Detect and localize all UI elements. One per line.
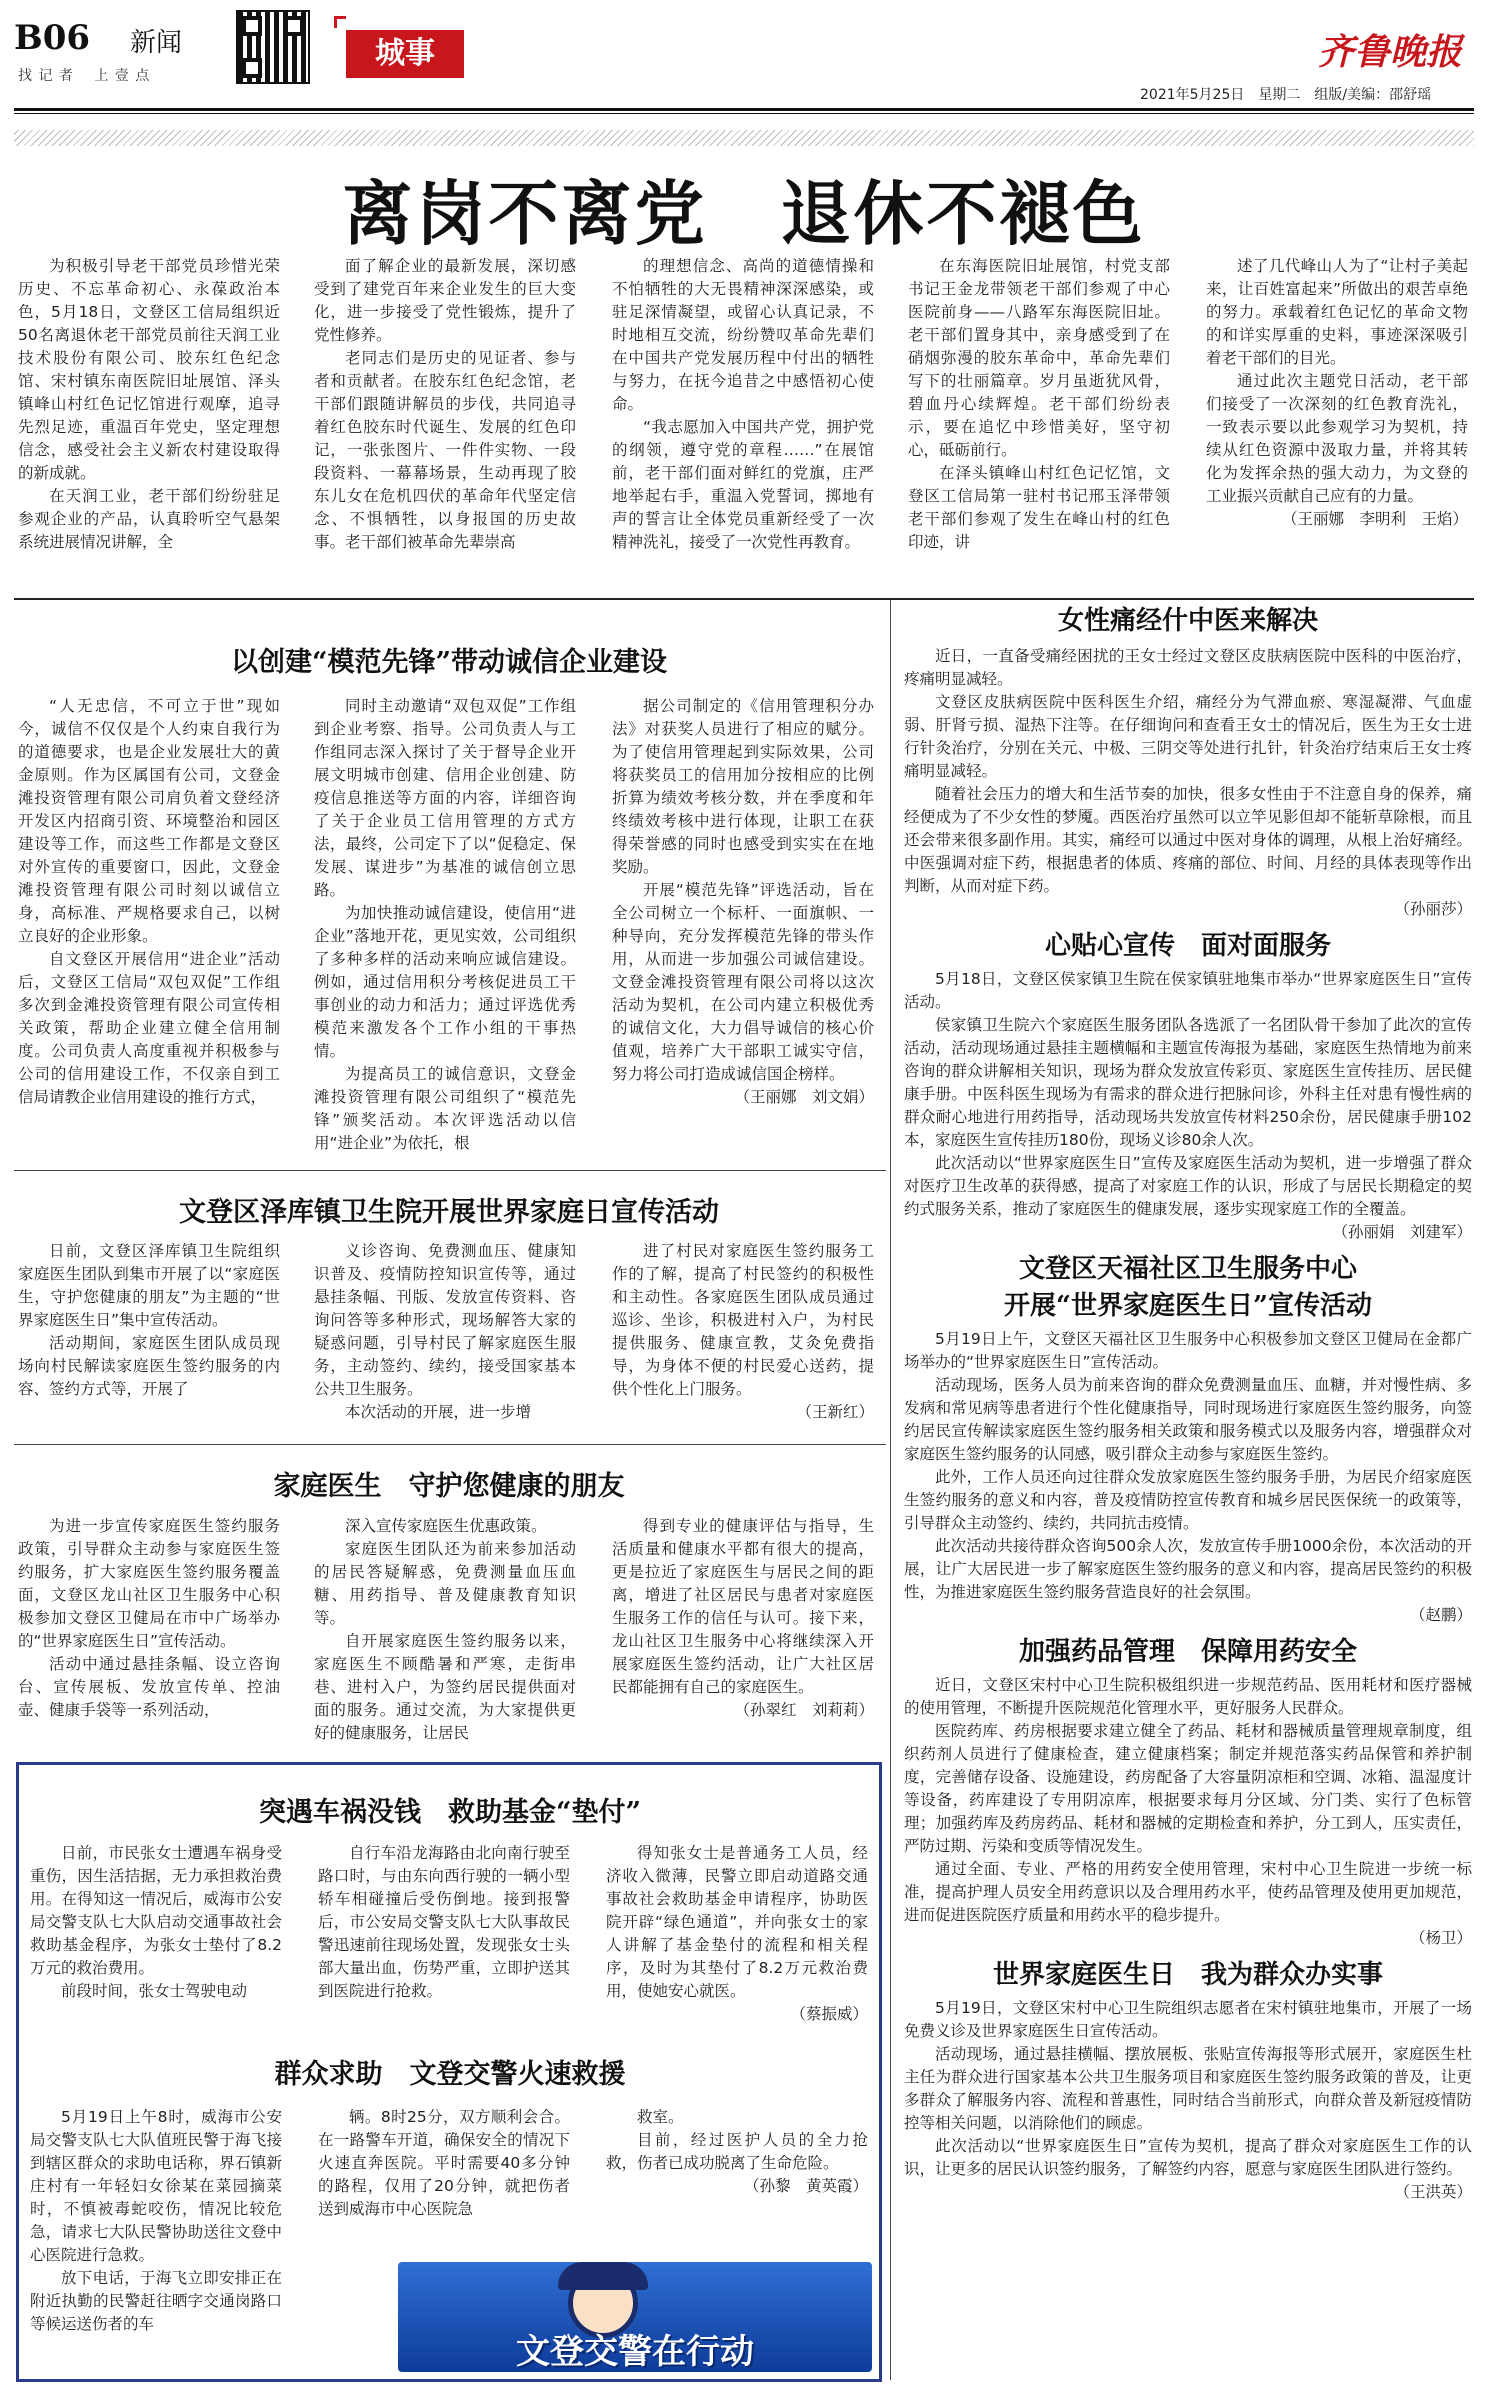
paragraph: 近日，一直备受痛经困扰的王女士经过文登区皮肤病医院中医科的中医治疗，疼痛明显减轻。 (904, 647, 1472, 688)
byline: （赵鹏） (1409, 1606, 1472, 1624)
paragraph: 救室。 (637, 2108, 684, 2126)
article-col (314, 1515, 576, 1745)
paragraph: 医院药库、药房根据要求建立健全了药品、耗材和器械质量管理规章制度，组织药剂人员进行了健康检查，建立健康档案；制定并规范落实药品保管和养护制度，完善储存设备、设施建设，药房配备了大容量阴凉柜和空调、冰箱、温湿度计等设备，药库建设了专用阴凉库，根据要求每月分区域、分门类、实行了色标管理；加强药库及药房药品、耗材和器械的定期检查和养护，分工到人，压实责任，严防过期、污染和变质等情况发生。 (904, 1722, 1472, 1855)
byline: （王丽娜 刘文娟） (734, 1088, 874, 1106)
article-col (612, 1515, 874, 1722)
article-col (18, 695, 280, 1109)
article-headline: 以创建“模范先锋”带动诚信企业建设 (230, 647, 668, 678)
lead-col-2 (314, 255, 576, 554)
paragraph: 义诊咨询、免费测血压、健康知识普及、疫情防控知识宣传等，通过悬挂条幅、刊版、发放宣传资料、咨询问答等多种形式，现场解答大家的疑惑问题，引导村民了解家庭医生服务，主动签约、续约，接受国家基本公共卫生服务。 (314, 1242, 576, 1398)
paragraph: 此次活动以“世界家庭医生日”宣传为契机，提高了群众对家庭医生工作的认识，让更多的居民认识签约服务，了解签约内容，愿意与家庭医生团队进行签约。 (904, 2137, 1472, 2178)
article-headline: 世界家庭医生日 我为群众办实事 (992, 1960, 1383, 1990)
vertical-divider (890, 600, 891, 2380)
paragraph: 随着社会压力的增大和生活节奏的加快，很多女性由于不注意自身的保养，痛经便成为了不少女性的梦魇。西医治疗虽然可以立竿见影但却不能斩草除根，而且还会带来很多副作用。其实，痛经可以通过中医对身体的调理，从根上治好痛经。中医强调对症下药，根据患者的体质、疼痛的部位、时间、月经的具体表现等作出判断，从而对症下药。 (904, 785, 1472, 895)
article-col (606, 1842, 868, 2026)
byline: （孙翠红 刘莉莉） (734, 1701, 874, 1719)
paragraph: 同时主动邀请“双包双促”工作组到企业考察、指导。公司负责人与工作组同志深入探讨了关于督导企业开展文明城市创建、信用企业创建、防疫信息推送等方面的内容，详细咨询了关于企业员工信用管理的方式方法，最终，公司定下了以“促稳定、保发展、谋进步”为基准的诚信创立思路。 (314, 697, 576, 899)
divider (14, 1444, 886, 1445)
slogan: 找 记 者 上 壹 点 (18, 68, 151, 84)
byline: （王洪英） (1394, 2183, 1472, 2201)
article-headline: 家庭医生 守护您健康的朋友 (273, 1471, 625, 1502)
paragraph: 老同志们是历史的见证者、参与者和贡献者。在胶东红色纪念馆，老干部们跟随讲解员的步伐，共同追寻着红色胶东时代诞生、发展的红色印记，一张张图片、一件件实物、一段段资料、一幕幕场景，生动再现了胶东儿女在危机四伏的革命年代坚定信念、不惧牺牲，以身报国的历史故事。老干部们被革命先辈崇高 (314, 349, 576, 551)
banner-text: 文登交警在行动 (516, 2332, 754, 2372)
lead-col-3 (612, 255, 874, 554)
paragraph: 前段时间，张女士驾驶电动 (61, 1982, 248, 2000)
paragraph: 在天润工业，老干部们纷纷驻足参观企业的产品，认真聆听空气悬架系统进展情况讲解，全 (18, 487, 280, 551)
masthead-rule (14, 108, 1474, 111)
article-col (612, 1240, 874, 1424)
title-band (14, 130, 1474, 146)
paragraph: 为积极引导老干部党员珍惜光荣历史、不忘革命初心、永葆政治本色，5月18日，文登区工信局组织近50名离退休老干部党员前往天润工业技术股份有限公司、胶东红色纪念馆、宋村镇东南医院旧址展馆、泽头镇峰山村红色记忆馆进行观摩，追寻先烈足迹，重温百年党史，坚定理想信念，感受社会主义新农村建设取得的新成就。 (18, 257, 280, 482)
article-col (30, 2106, 282, 2336)
paragraph: 文登区皮肤病医院中医科医生介绍，痛经分为气滞血瘀、寒湿凝滞、气血虚弱、肝肾亏损、湿热下注等。在仔细询问和查看王女士的情况后，医生为王女士进行针灸治疗，分别在关元、中极、三阴交等处进行扎针，针灸治疗结束后王女士疼痛明显减轻。 (904, 693, 1472, 780)
byline: （蔡振威） (790, 2005, 868, 2023)
paragraph: 得知张女士是普通务工人员，经济收入微薄，民警立即启动道路交通事故社会救助基金申请程序，协助医院开辟“绿色通道”，并向张女士的家人讲解了基金垫付的流程和相关程序，及时为其垫付了8.2万元救治费用，使她安心就医。 (606, 1844, 868, 2000)
byline: （孙黎 黄英霞） (743, 2177, 868, 2195)
lead-col-5 (1206, 255, 1468, 531)
article-col (314, 1240, 576, 1424)
police-cap-icon (558, 2262, 648, 2290)
paragraph: 通过全面、专业、严格的用药安全使用管理，宋村中心卫生院进一步统一标准，提高护理人员安全用药意识以及合理用药水平，使药品管理及使用更加规范，进而促进医院医疗质量和用药水平的稳步提升。 (904, 1860, 1472, 1924)
lead-headline: 离岗不离党 退休不褪色 (342, 172, 1146, 255)
article-headline: 突遇车祸没钱 救助基金“垫付” (258, 1797, 642, 1828)
paragraph: 述了几代峰山人为了“让村子美起来，让百姓富起来”所做出的艰苦卓绝的努力。承载着红色记忆的革命文物的和详实厚重的史料，事迹深深吸引着老干部们的目光。 (1206, 257, 1468, 367)
article-col (30, 1842, 282, 2003)
article-headline: 女性痛经什中医来解决 (1057, 606, 1318, 636)
corner-mark (334, 16, 346, 28)
article-headline: 文登区泽库镇卫生院开展世界家庭日宣传活动 (179, 1197, 719, 1228)
paragraph: 侯家镇卫生院六个家庭医生服务团队各选派了一名团队骨干参加了此次的宣传活动，活动现场通过悬挂主题横幅和主题宣传海报为基础，家庭医生热情地为前来咨询的群众讲解相关知识，现场为群众发放宣传彩页、家庭医生宣传挂历、居民健康手册。中医科医生现场为有需求的群众进行把脉问诊，外科主任对患有慢性病的群众耐心地进行用药指导，活动现场共发放宣传材料250余份，居民健康手册102本，家庭医生宣传挂历180份，现场义诊80余人次。 (904, 1016, 1472, 1149)
paragraph: 日前，文登区泽库镇卫生院组织家庭医生团队到集市开展了以“家庭医生，守护您健康的朋友”为主题的“世界家庭医生日”集中宣传活动。 (18, 1242, 280, 1329)
byline: （杨卫） (1409, 1929, 1472, 1947)
police-banner (398, 2262, 872, 2372)
paragraph: 此外，工作人员还向过往群众发放家庭医生签约服务手册，为居民介绍家庭医生签约服务的意义和内容，普及疫情防控宣传教育和城乡居民医保统一的政策等，引导群众主动签约、续约，共同抗击疫情。 (904, 1468, 1472, 1532)
paragraph: 通过此次主题党日活动，老干部们接受了一次深刻的红色教育洗礼，一致表示要以此参观学习为契机，持续从红色资源中汲取力量，并将其转化为发挥余热的强大动力，为文登的工业振兴贡献自己应有的力量。 (1206, 372, 1468, 505)
paragraph: 此次活动以“世界家庭医生日”宣传及家庭医生活动为契机，进一步增强了群众对医疗卫生改革的获得感，提高了对家庭工作的认识，形成了与居民长期稳定的契约式服务关系，推动了家庭医生的健康发展，逐步实现家庭工作的全覆盖。 (904, 1154, 1472, 1218)
paragraph: 5月19日上午，文登区天福社区卫生服务中心积极参加文登区卫健局在金都广场举办的“世界家庭医生日”宣传活动。 (904, 1330, 1472, 1371)
paragraph: 深入宣传家庭医生优惠政策。 (345, 1517, 547, 1535)
paragraph: 家庭医生团队还为前来参加活动的居民答疑解惑，免费测量血压血糖、用药指导、普及健康教育知识等。 (314, 1540, 576, 1627)
section-name: 新闻 (130, 28, 183, 58)
page-number: B06 (14, 18, 91, 58)
article-headline: 心贴心宣传 面对面服务 (1044, 931, 1331, 961)
column-tag: 城事 (346, 30, 464, 78)
paragraph: 本次活动的开展，进一步增 (345, 1403, 532, 1421)
paragraph: 目前，经过医护人员的全力抢救，伤者已成功脱离了生命危险。 (606, 2131, 868, 2172)
paragraph: 5月19日上午8时，威海市公安局交警支队七大队值班民警于海飞接到辖区群众的求助电话称，界石镇新庄村有一年轻妇女徐某在菜园摘菜时，不慎被毒蛇咬伤，情况比较危急，请求七大队民警协助送往文登中心医院进行急救。 (30, 2108, 282, 2264)
article-headline: 加强药品管理 保障用药安全 (1018, 1637, 1357, 1667)
byline: （孙丽娟 刘建军） (1332, 1223, 1472, 1241)
paragraph: 得到专业的健康评估与指导，生活质量和健康水平都有很大的提高，更是拉近了家庭医生与居民之间的距离，增进了社区居民与患者对家庭医生服务工作的信任与认可。接下来，龙山社区卫生服务中心将继续深入开展家庭医生签约活动，让广大社区居民都能拥有自己的家庭医生。 (612, 1517, 874, 1696)
paragraph: 近日，文登区宋村中心卫生院积极组织进一步规范药品、医用耗材和医疗器械的使用管理，不断提升医院规范化管理水平，更好服务人民群众。 (904, 1676, 1472, 1717)
paragraph: 辆。8时25分，双方顺利会合。在一路警车开道，确保安全的情况下火速直奔医院。平时需要40多分钟的路程，仅用了20分钟，就把伤者送到威海市中心医院急 (318, 2108, 570, 2218)
paragraph: 日前，市民张女士遭遇车祸身受重伤，因生活拮据，无力承担救治费用。在得知这一情况后，威海市公安局交警支队七大队启动交通事故社会救助基金程序，为张女士垫付了8.2万元的救治费用。 (30, 1844, 282, 1977)
paragraph: “人无忠信，不可立于世”现如今，诚信不仅仅是个人约束自我行为的道德要求，也是企业发展壮大的黄金原则。作为区属国有公司，文登金滩投资管理有限公司肩负着文登经济开发区内招商引资、环境整治和园区建设等工作，而这些工作都是文登区对外宣传的重要窗口，因此，文登金滩投资管理有限公司时刻以诚信立身，高标准、严规格要求自己，以树立良好的企业形象。 (18, 697, 280, 945)
article-col (18, 1240, 280, 1401)
paragraph: 活动现场，通过悬挂横幅、摆放展板、张贴宣传海报等形式展开，家庭医生杜主任为群众进行国家基本公共卫生服务项目和家庭医生签约服务政策的普及，让更多群众了解服务内容、流程和普惠性，同时结合当前形式，向群众普及新冠疫情防控等相关问题，以消除他们的顾虑。 (904, 2045, 1472, 2132)
article-col (318, 1842, 570, 2003)
paragraph: 放下电话，于海飞立即安排正在附近执勤的民警赶往晒字交通岗路口等候运送伤者的车 (30, 2269, 282, 2333)
paragraph: 面了解企业的最新发展，深切感受到了建党百年来企业发生的巨大变化，进一步接受了党性锻炼，提升了党性修养。 (314, 257, 576, 344)
article-headline: 开展“世界家庭医生日”宣传活动 (1004, 1291, 1372, 1321)
paragraph: 为提高员工的诚信意识，文登金滩投资管理有限公司组织了“模范先锋”颁奖活动。本次评选活动以信用“进企业”为依托，根 (314, 1065, 576, 1152)
right-col (904, 596, 1472, 2204)
paragraph: 活动现场，医务人员为前来咨询的群众免费测量血压、血糖，并对慢性病、多发病和常见病等患者进行个性化健康指导，同时现场进行家庭医生签约服务，向签约居民宣传解读家庭医生签约服务相关政策和服务模式以及服务内容，增强群众对家庭医生签约服务的认同感，吸引群众主动参与家庭医生签约。 (904, 1376, 1472, 1463)
lead-col-4 (908, 255, 1170, 554)
divider (14, 1170, 886, 1171)
lead-col-1 (18, 255, 280, 554)
paragraph: 活动期间，家庭医生团队成员现场向村民解读家庭医生签约服务的内容、签约方式等，开展了 (18, 1334, 280, 1398)
paragraph: 此次活动共接待群众咨询500余人次，发放宣传手册1000余份，本次活动的开展，让广大居民进一步了解家庭医生签约服务的意义和内容，提高居民签约的积极性，为推进家庭医生签约服务营造良好的社会氛围。 (904, 1537, 1472, 1601)
qr-code (236, 10, 310, 84)
issue-date: 2021年5月25日 星期二 组版/美编：邵舒瑶 (1140, 87, 1432, 103)
article-col (314, 695, 576, 1155)
masthead-rule-thin (14, 113, 1474, 114)
paragraph: 的理想信念、高尚的道德情操和不怕牺牲的大无畏精神深深感染，或驻足深情凝望，或留心认真记录，不时地相互交流，纷纷赞叹革命先辈们在中国共产党发展历程中付出的牺牲与努力，在抚今追昔之中感悟初心使命。 (612, 257, 874, 413)
article-col (18, 1515, 280, 1722)
article-col (606, 2106, 868, 2198)
paragraph: 据公司制定的《信用管理积分办法》对获奖人员进行了相应的赋分。为了使信用管理起到实际效果，公司将获奖员工的信用加分按相应的比例折算为绩效考核分数，并在季度和年终绩效考核中进行体现，让职工在获得荣誉感的同时也感受到实实在在地奖励。 (612, 697, 874, 876)
byline: （孙丽莎） (1394, 900, 1472, 918)
article-col (612, 695, 874, 1109)
paragraph: 自开展家庭医生签约服务以来，家庭医生不顾酷暑和严寒，走街串巷、进村入户，为签约居民提供面对面的服务。通过交流，为大家提供更好的健康服务，让居民 (314, 1632, 576, 1742)
paragraph: 5月18日，文登区侯家镇卫生院在侯家镇驻地集市举办“世界家庭医生日”宣传活动。 (904, 970, 1472, 1011)
paragraph: 为进一步宣传家庭医生签约服务政策，引导群众主动参与家庭医生签约服务，扩大家庭医生签约服务覆盖面，文登区龙山社区卫生服务中心积极参加文登区卫健局在市中广场举办的“世界家庭医生日”宣传活动。 (18, 1517, 280, 1650)
paragraph: 自行车沿龙海路由北向南行驶至路口时，与由东向西行驶的一辆小型轿车相碰撞后受伤倒地。接到报警后，市公安局交警支队七大队事故民警迅速前往现场处置，发现张女士头部大量出血，伤势严重，立即护送其到医院进行抢救。 (318, 1844, 570, 2000)
article-headline: 文登区天福社区卫生服务中心 (1018, 1254, 1357, 1284)
paragraph: 开展“模范先锋”评选活动，旨在全公司树立一个标杆、一面旗帜、一种导向，充分发挥模范先锋的带头作用，从而进一步加强公司诚信建设。文登金滩投资管理有限公司将以这次活动为契机，在公司内建立积极优秀的诚信文化，大力倡导诚信的核心价值观，培养广大干部职工诚实守信，努力将公司打造成诚信国企榜样。 (612, 881, 874, 1083)
paragraph: 5月19日，文登区宋村中心卫生院组织志愿者在宋村镇驻地集市，开展了一场免费义诊及世界家庭医生日宣传活动。 (904, 1999, 1472, 2040)
byline: （王新红） (796, 1403, 874, 1421)
paragraph: 自文登区开展信用“进企业”活动后，文登区工信局“双包双促”工作组多次到金滩投资管理有限公司宣传相关政策，帮助企业建立健全信用制度。公司负责人高度重视并积极参与公司的信用建设工作，不仅亲自到工信局请教企业信用建设的推行方式， (18, 950, 280, 1106)
paragraph: “我志愿加入中国共产党，拥护党的纲领，遵守党的章程……”在展馆前，老干部们面对鲜红的党旗，庄严地举起右手，重温入党誓词，掷地有声的誓言让全体党员重新经受了一次精神洗礼，接受了一次党性再教育。 (612, 418, 874, 551)
paragraph: 为加快推动诚信建设，使信用“进企业”落地开花，更见实效，公司组织了多种多样的活动来响应诚信建设。例如，通过信用积分考核促进员工干事创业的动力和活力；通过评选优秀模范来激发各个工作小组的干事热情。 (314, 904, 576, 1060)
newspaper-logo: 齐鲁晚报 (1318, 31, 1463, 73)
paragraph: 在泽头镇峰山村红色记忆馆，文登区工信局第一驻村书记邢玉泽带领老干部们参观了发生在峰山村的红色印迹，讲 (908, 464, 1170, 551)
article-col (318, 2106, 570, 2221)
paragraph: 进了村民对家庭医生签约服务工作的了解，提高了村民签约的积极性和主动性。各家庭医生团队成员通过巡诊、坐诊，积极进村入户，为村民提供服务、健康宣教，艾灸免费指导，为身体不便的村民爱心送药，提供个性化上门服务。 (612, 1242, 874, 1398)
article-headline: 群众求助 文登交警火速救援 (274, 2059, 626, 2090)
byline: （王丽娜 李明利 王焰） (1281, 510, 1468, 528)
paragraph: 活动中通过悬挂条幅、设立咨询台、宣传展板、发放宣传单、控油壶、健康手袋等一系列活动， (18, 1655, 280, 1719)
paragraph: 在东海医院旧址展馆，村党支部书记王金龙带领老干部们参观了中心医院前身——八路军东海医院旧址。老干部们置身其中，亲身感受到了在硝烟弥漫的胶东革命中，革命先辈们写下的壮丽篇章。岁月虽逝犹风骨，碧血丹心续辉煌。老干部们纷纷表示，要在追忆中珍惜美好，坚守初心，砥砺前行。 (908, 257, 1170, 459)
